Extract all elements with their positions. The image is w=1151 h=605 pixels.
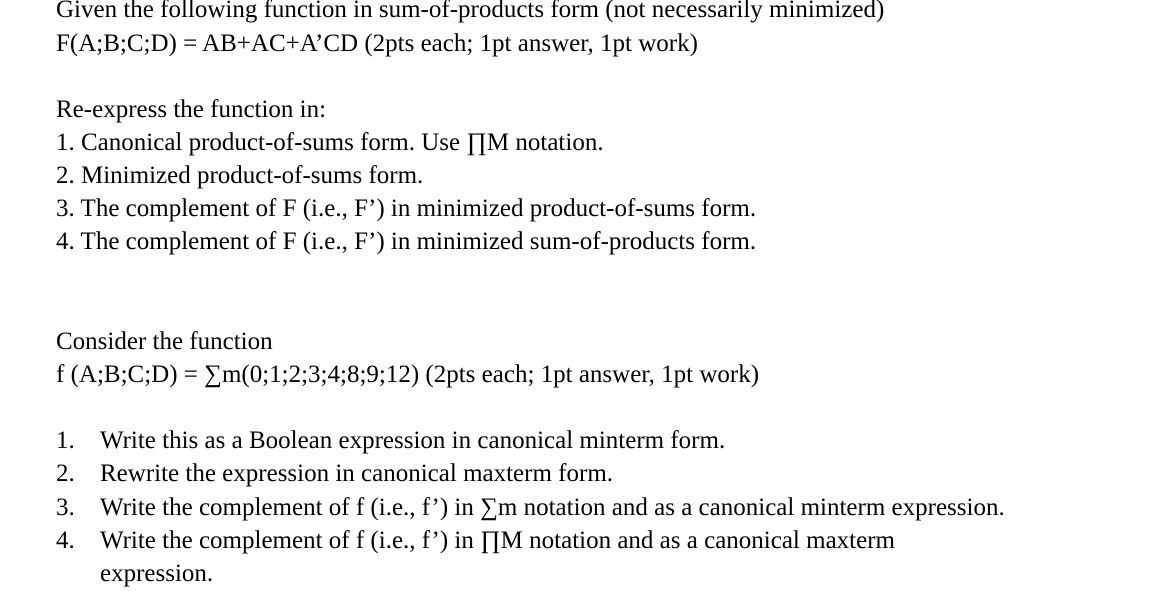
section1-item-4: 4. The complement of F (i.e., F’) in minimized sum-of-products form. (56, 228, 757, 255)
item-number: 1. (56, 427, 75, 454)
section1-item-3: 3. The complement of F (i.e., F’) in minimized product-of-sums form. (56, 195, 757, 222)
item-text: Write this as a Boolean expression in canonical minterm form. (100, 427, 726, 454)
section2-function-line: f (A;B;C;D) = ∑m(0;1;2;3;4;8;9;12) (2pts each; 1pt answer, 1pt work) (56, 361, 760, 388)
section2-item-1 (56, 425, 725, 457)
section1-intro: Given the following function in sum-of-products form (not necessarily minimized) (56, 0, 885, 23)
section1-prompt: Re-express the function in: (56, 96, 327, 123)
section2-item-4 (56, 525, 895, 557)
item-text: Rewrite the expression in canonical maxterm form. (100, 460, 614, 487)
section2-intro: Consider the function (56, 328, 273, 355)
section2-item-3 (56, 492, 1005, 524)
section2-item-2 (56, 458, 613, 490)
section1-item-2: 2. Minimized product-of-sums form. (56, 162, 424, 189)
item-number: 2. (56, 460, 75, 487)
item-number: 3. (56, 494, 75, 521)
item-text: Write the complement of f (i.e., f’) in ∏M notation and as a canonical maxterm (100, 527, 895, 554)
section1-item-1: 1. Canonical product-of-sums form. Use ∏M notation. (56, 129, 604, 156)
section2-item-4-continuation: expression. (100, 560, 214, 587)
item-text: Write the complement of f (i.e., f’) in ∑m notation and as a canonical minterm expression. (100, 494, 1005, 521)
section1-function-line: F(A;B;C;D) = AB+AC+A’CD (2pts each; 1pt answer, 1pt work) (56, 30, 698, 57)
item-number: 4. (56, 527, 75, 554)
